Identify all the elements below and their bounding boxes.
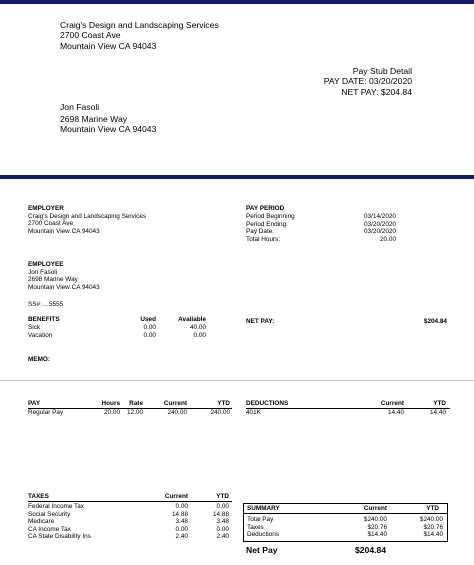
summary-item-name: Total Pay — [247, 516, 274, 523]
summary-item-ytd: $14.40 — [423, 531, 443, 538]
pay-period-label: Period Ending: — [246, 220, 288, 228]
employee-city: Mountain View CA 94043 — [28, 283, 100, 291]
tax-item-ytd: 0.00 — [216, 503, 229, 510]
benefit-name: Vacation — [28, 332, 53, 339]
stub-header — [300, 66, 412, 97]
benefits-table — [28, 316, 206, 346]
summary-net-pay-label: Net Pay — [246, 545, 278, 555]
pay-period-table — [246, 213, 396, 243]
stub-net-pay: NET PAY: $204.84 — [341, 86, 412, 97]
tax-item-current: 14.88 — [172, 510, 188, 518]
company-street: 2700 Coast Ave — [60, 30, 121, 41]
benefit-used: 0.00 — [143, 324, 156, 331]
net-pay-value: $204.84 — [423, 318, 447, 325]
summary-header-rule — [244, 513, 447, 514]
pay-period-label: Pay Date: — [246, 228, 275, 236]
summary-item-current: $14.40 — [367, 531, 387, 538]
taxes-col-ytd: YTD — [216, 493, 229, 500]
stub-title: Pay Stub Detail — [352, 66, 412, 76]
recipient-name: Jon Fasoli — [60, 102, 100, 112]
deductions-col-ytd: YTD — [433, 400, 446, 407]
pay-item-ytd: 240.00 — [210, 409, 230, 416]
employer-city: Mountain View CA 94043 — [28, 227, 100, 235]
deductions-col-current: Current — [380, 400, 404, 407]
pay-period-value: 03/20/2020 — [364, 228, 396, 236]
benefits-col-available: Available — [178, 316, 206, 323]
tax-item-name: CA State Disability Ins — [28, 533, 91, 540]
pay-period-row — [246, 236, 396, 244]
employee-street: 2698 Marine Way — [28, 276, 78, 284]
recipient-address-block — [60, 114, 156, 135]
benefit-used: 0.00 — [143, 332, 156, 339]
employee-ssn: SS#: ...5555 — [28, 301, 64, 308]
summary-heading: SUMMARY — [247, 505, 280, 512]
recipient-street: 2698 Marine Way — [60, 114, 128, 124]
deductions-header-rule — [246, 408, 450, 409]
summary-col-current: Current — [363, 505, 387, 512]
employee-heading: EMPLOYEE — [28, 261, 64, 268]
net-pay-label: NET PAY: — [246, 318, 275, 325]
summary-item-current: $240.00 — [363, 516, 387, 523]
pay-heading: PAY — [28, 400, 41, 407]
tax-item-ytd: 3.48 — [216, 518, 229, 525]
deduction-item-current: 14.40 — [388, 409, 404, 416]
summary-box — [243, 503, 448, 542]
pay-col-current: Current — [163, 400, 187, 407]
summary-col-ytd: YTD — [426, 505, 439, 512]
pay-item-current: 240.00 — [167, 409, 187, 416]
tax-item-name: CA Income Tax — [28, 525, 71, 533]
tax-item-name: Social Security — [28, 510, 71, 518]
pay-col-hours: Hours — [101, 400, 120, 407]
taxes-col-current: Current — [164, 493, 188, 500]
employee-name: Jon Fasoli — [28, 268, 58, 276]
summary-item-name: Taxes — [247, 523, 264, 531]
tax-item-ytd: 14.88 — [213, 510, 229, 518]
employer-name: Craig's Design and Landscaping Services — [28, 212, 147, 220]
pay-period-row — [246, 213, 396, 221]
pay-col-rate: Rate — [129, 400, 143, 407]
summary-item-name: Deductions — [247, 531, 279, 538]
company-city: Mountain View CA 94043 — [60, 40, 157, 51]
pay-table — [28, 400, 232, 420]
tax-item-current: 2.40 — [175, 533, 188, 540]
pay-item-rate: 12.00 — [127, 409, 143, 416]
benefits-col-used: Used — [140, 316, 156, 323]
tax-item-ytd: 0.00 — [216, 525, 229, 533]
deductions-table — [246, 400, 450, 420]
deduction-item-name: 401K — [246, 409, 261, 416]
pay-period-label: Period Beginning — [246, 213, 295, 220]
top-divider-bar — [0, 0, 474, 4]
deduction-item-ytd: 14.40 — [430, 409, 446, 416]
pay-period-heading: PAY PERIOD — [246, 205, 285, 212]
company-name: Craig's Design and Landscaping Services — [60, 20, 219, 30]
benefit-name: Sick — [28, 324, 41, 331]
pay-period-value: 03/20/2020 — [364, 220, 396, 228]
memo-divider — [0, 380, 474, 381]
employer-street: 2700 Coast Ave — [28, 220, 74, 228]
deductions-heading: DEDUCTIONS — [246, 400, 289, 407]
taxes-header-rule — [28, 501, 232, 502]
tax-item-name: Medicare — [28, 518, 55, 525]
pay-item-hours: 20.00 — [104, 409, 120, 416]
tax-item-ytd: 2.40 — [216, 533, 229, 540]
tax-item-current: 0.00 — [175, 525, 188, 533]
employer-heading: EMPLOYER — [28, 205, 64, 212]
employee-block — [28, 261, 100, 291]
summary-item-ytd: $20.76 — [423, 523, 443, 531]
benefits-heading: BENEFITS — [28, 316, 60, 323]
pay-period-value: 03/14/2020 — [364, 213, 396, 220]
middle-divider-bar — [0, 175, 474, 179]
taxes-table — [28, 493, 232, 543]
pay-period-row — [246, 228, 396, 236]
employer-block — [28, 205, 146, 235]
summary-item-current: $20.76 — [367, 523, 387, 531]
pay-col-ytd: YTD — [217, 400, 230, 407]
benefit-available: 0.00 — [193, 332, 206, 339]
pay-item-name: Regular Pay — [28, 409, 64, 416]
recipient-city: Mountain View CA 94043 — [60, 124, 157, 135]
tax-item-current: 3.48 — [175, 518, 188, 525]
tax-item-current: 0.00 — [175, 503, 188, 510]
tax-item-name: Federal Income Tax — [28, 503, 85, 510]
pay-period-row — [246, 221, 396, 229]
memo-label: MEMO: — [28, 356, 51, 363]
pay-period-value: 20.00 — [380, 235, 396, 243]
summary-net-pay-value: $204.84 — [355, 545, 387, 555]
summary-item-ytd: $240.00 — [419, 516, 443, 523]
company-address-block — [60, 20, 219, 51]
stub-pay-date: PAY DATE: 03/20/2020 — [323, 76, 412, 87]
benefit-available: 40.00 — [190, 324, 206, 331]
taxes-heading: TAXES — [28, 493, 49, 500]
pay-period-label: Total Hours: — [246, 235, 281, 243]
